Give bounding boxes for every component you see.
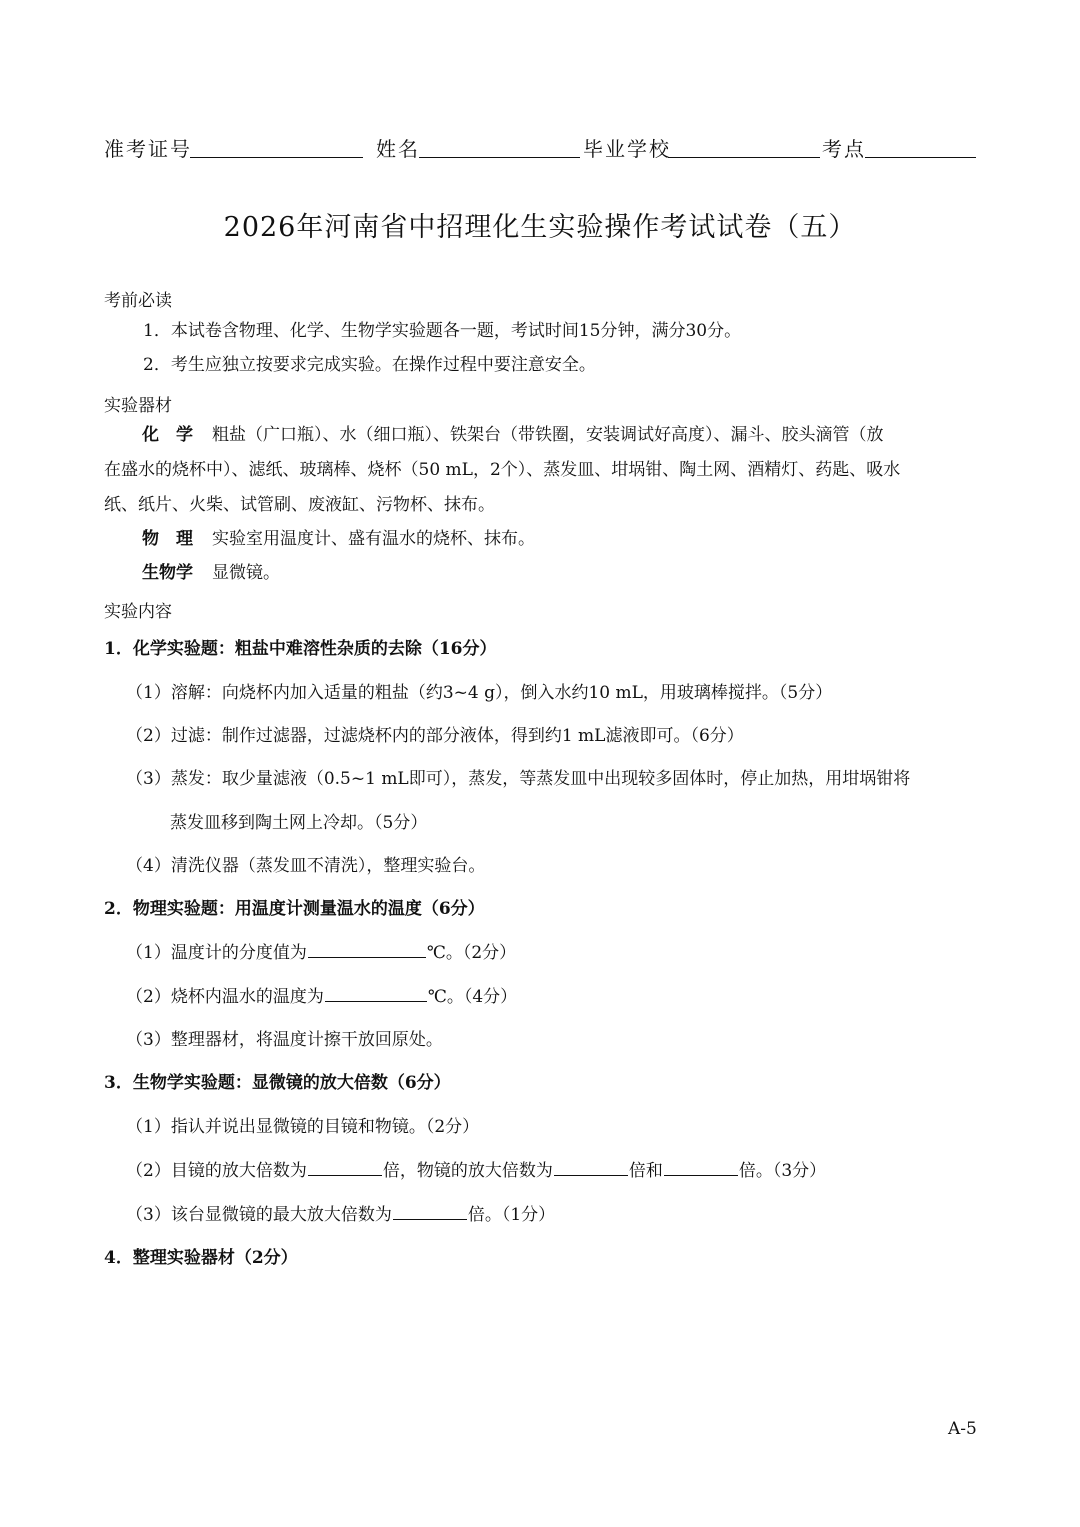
q3-step-2-text: （2）目镜的放大倍数为 [126, 1161, 307, 1181]
equipment-bio-line [142, 556, 280, 591]
notice-item: 2．考生应独立按要求完成实验。在操作过程中要注意安全。 [143, 355, 596, 375]
q2-step-1-text: （1）温度计的分度值为 [126, 943, 307, 963]
q2-step-2-unit: ℃。（4分） [427, 987, 518, 1007]
eyepiece-magnification-blank[interactable] [308, 1157, 382, 1176]
q2-step-1-unit: ℃。（2分） [426, 943, 517, 963]
name-field[interactable] [419, 157, 580, 158]
bio-text: 显微镜。 [212, 563, 280, 583]
exam-number-label: 准考证号 [104, 137, 192, 161]
q3-title: 3．生物学实验题：显微镜的放大倍数（6分） [104, 1073, 451, 1093]
q3-step-1: （1）指认并说出显微镜的目镜和物镜。（2分） [126, 1117, 480, 1137]
q2-step-1 [126, 936, 516, 971]
q1-step-4: （4）清洗仪器（蒸发皿不清洗），整理实验台。 [126, 856, 486, 876]
q3-step-2-text: 倍，物镜的放大倍数为 [382, 1161, 553, 1181]
q3-step-3-text: （3）该台显微镜的最大放大倍数为 [126, 1205, 392, 1225]
q2-title: 2．物理实验题：用温度计测量温水的温度（6分） [104, 899, 485, 919]
phys-text: 实验室用温度计、盛有温水的烧杯、抹布。 [212, 529, 535, 549]
q3-step-2-text: 倍和 [628, 1161, 663, 1181]
notice-item: 1．本试卷含物理、化学、生物学实验题各一题，考试时间15分钟，满分30分。 [143, 321, 742, 341]
content-heading: 实验内容 [104, 602, 172, 622]
equipment-heading: 实验器材 [104, 396, 172, 416]
school-label: 毕业学校 [583, 137, 671, 161]
equipment-chem-line [142, 418, 884, 453]
objective-magnification-blank-1[interactable] [554, 1157, 628, 1176]
site-field[interactable] [865, 157, 976, 158]
q2-step-2-text: （2）烧杯内温水的温度为 [126, 987, 324, 1007]
equipment-phys-line [142, 522, 535, 557]
q2-step-3: （3）整理器材，将温度计擦干放回原处。 [126, 1030, 443, 1050]
q1-step-1: （1）溶解：向烧杯内加入适量的粗盐（约3~4 g），倒入水约10 mL，用玻璃棒搅拌。（5分） [126, 683, 833, 703]
q3-step-3 [126, 1198, 555, 1233]
q3-step-2 [126, 1154, 826, 1189]
page-title: 2026年河南省中招理化生实验操作考试试卷（五） [223, 212, 857, 243]
q4-title: 4．整理实验器材（2分） [104, 1248, 298, 1268]
chem-text-cont: 纸、纸片、火柴、试管刷、废液缸、污物杯、抹布。 [104, 495, 495, 515]
division-value-blank[interactable] [308, 939, 426, 958]
exam-number-field[interactable] [190, 157, 363, 158]
name-label: 姓名 [376, 137, 420, 161]
bio-label: 生物学 [142, 563, 193, 583]
max-magnification-blank[interactable] [393, 1201, 467, 1220]
page-number: A-5 [948, 1419, 977, 1439]
q1-step-2: （2）过滤：制作过滤器，过滤烧杯内的部分液体，得到约1 mL滤液即可。（6分） [126, 726, 744, 746]
site-label: 考点 [822, 137, 866, 161]
q1-step-3: （3）蒸发：取少量滤液（0.5~1 mL即可），蒸发，等蒸发皿中出现较多固体时，停止加热，用坩埚钳将 [126, 769, 911, 789]
chem-text-cont: 在盛水的烧杯中）、滤纸、玻璃棒、烧杯（50 mL，2个）、蒸发皿、坩埚钳、陶土网、酒精灯、药匙、吸水 [104, 460, 901, 480]
water-temperature-blank[interactable] [325, 983, 427, 1002]
q1-title: 1．化学实验题：粗盐中难溶性杂质的去除（16分） [104, 639, 497, 659]
q1-step-3-cont: 蒸发皿移到陶土网上冷却。（5分） [170, 813, 428, 833]
phys-label: 物 理 [142, 529, 193, 549]
chem-text: 粗盐（广口瓶）、水（细口瓶）、铁架台（带铁圈，安装调试好高度）、漏斗、胶头滴管（放 [212, 425, 884, 445]
q3-step-3-text: 倍。（1分） [467, 1205, 556, 1225]
school-field[interactable] [668, 157, 820, 158]
chem-label: 化 学 [142, 425, 193, 445]
objective-magnification-blank-2[interactable] [664, 1157, 738, 1176]
notice-heading: 考前必读 [104, 291, 172, 311]
q2-step-2 [126, 980, 517, 1015]
q3-step-2-text: 倍。（3分） [738, 1161, 827, 1181]
